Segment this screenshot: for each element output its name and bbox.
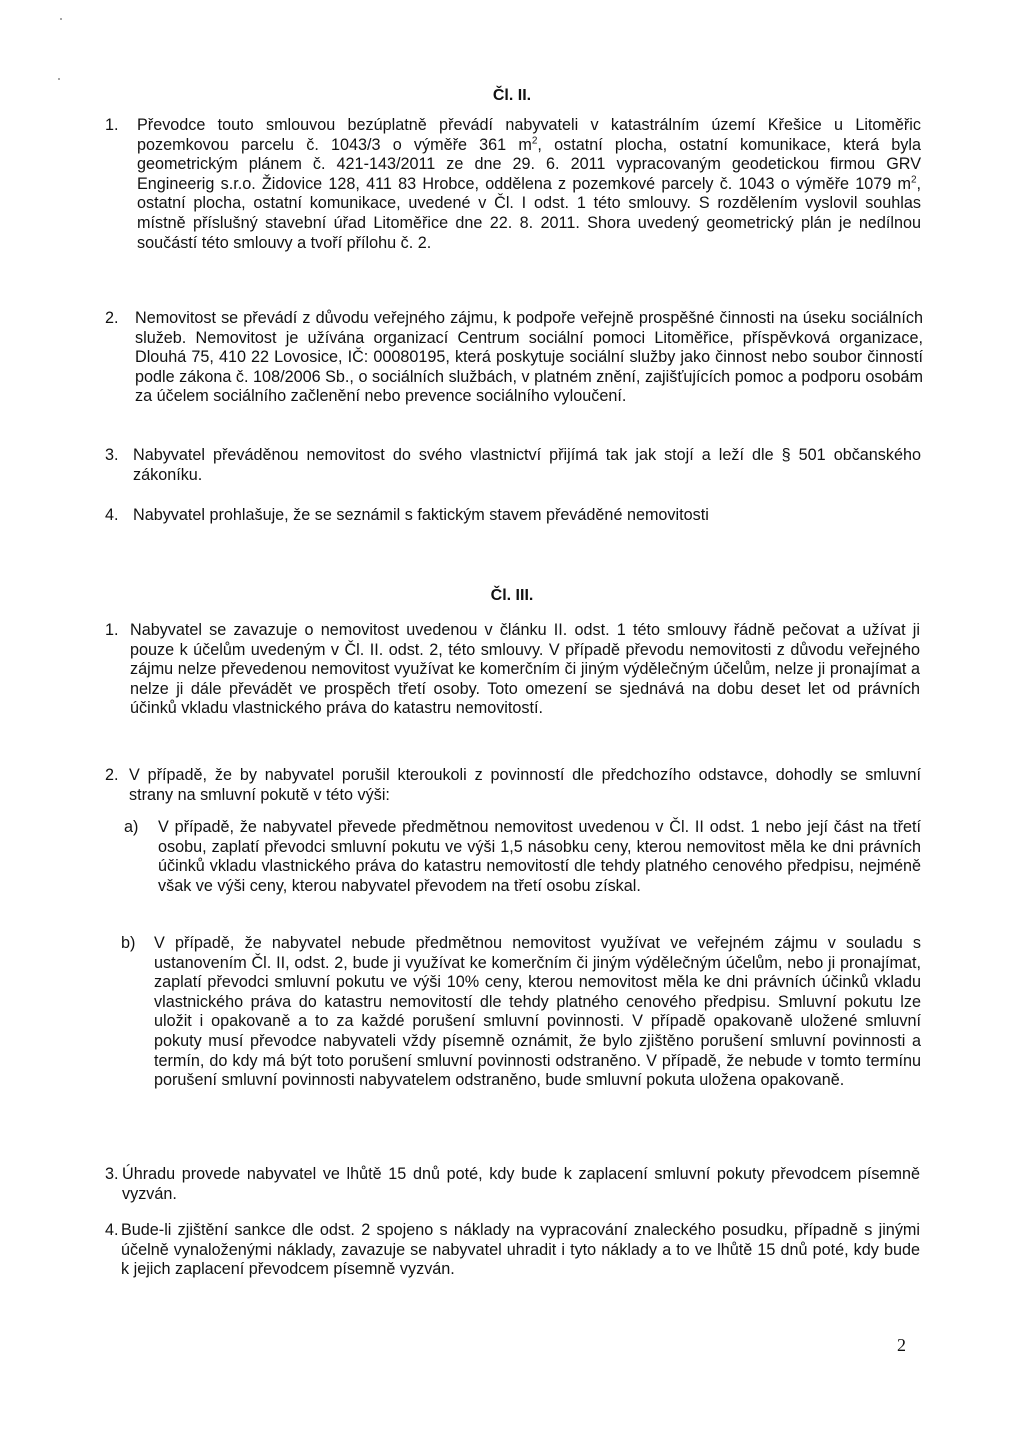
article-3-item-2-number: 2. [105,766,119,784]
area-unit-superscript: 2 [910,174,917,186]
article-3-item-2-subitem-a-letter: a) [124,818,139,836]
article-3-item-2-subitem-a-text: V případě, že nabyvatel převede předmětnou nemovitost uvedenou v Čl. II odst. 1 nebo její část na třetí osobu, zaplatí převodci smluvní pokutu ve výši 1,5 násobku ceny, kterou nemovitost měla ke dni právních účinků vkladu vlastnického práva do katastru nemovitostí dle tehdy platného cenového předpisu, nejméně však ve výši ceny, kterou nabyvatel převodem na třetí osobu získal. [158,818,921,895]
article-2-item-4-text: Nabyvatel prohlašuje, že se seznámil s faktickým stavem převáděné nemovitosti [133,506,709,524]
article-3-item-2-subitem-b-text: V případě, že nabyvatel nebude předmětnou nemovitost využívat ve veřejném zájmu v souladu s ustanovením Čl. II, odst. 2, bude ji využívat ke komerčním či jiným výdělečným účelům, nebo ji pronajímat, zaplatí převodci smluvní pokutu ve výši 10% ceny, kterou nemovitost měla ke dni právních účinků vkladu vlastnického práva do katastru nemovitostí dle tehdy platného cenového předpisu. Smluvní pokutu lze uložit i opakovaně a to za každé porušení smluvní povinnosti. V případě opakovaně uložené smluvní pokuty musí převodce nabyvateli vždy písemně oznámit, že bylo zjištěno porušení smluvní povinnosti a termín, do kdy má být toto porušení smluvní povinnosti odstraněno. V případě, že nebude v tomto termínu porušení smluvní povinnosti nabyvatelem odstraněno, bude smluvní pokuta uložena opakovaně. [154,934,921,1090]
article-3-item-1-number: 1. [105,621,119,639]
article-2-item-3-text: Nabyvatel převáděnou nemovitost do svého vlastnictví přijímá tak jak stojí a leží dle § 501 občanského zákoníku. [133,446,921,484]
scan-speck [58,78,60,80]
article-2-item-1-text-b: , ostatní plocha, ostatní komunikace, která byla geometrickým plánem č. 421-143/2011 ze dne 29. 6. 2011 vypracovaným geodetickou firmou GRV Engineerig s.r.o. Židovice 128, 411 83 Hrobce, oddělena z pozemkové parcely č. 1043 o výměře 1079 m [137,135,921,193]
article-2-item-1-text [137,116,921,253]
article-2-heading: Čl. II. [492,87,532,104]
article-3-item-4-number: 4. [105,1221,119,1239]
article-2-item-2-number: 2. [105,309,119,327]
article-2-item-1-number: 1. [105,116,119,134]
area-unit-superscript: 2 [531,135,538,147]
article-2-item-1-text-a: Převodce touto smlouvou bezúplatně převádí nabyvateli v katastrálním území Křešice u Litoměřic pozemkovou parcelu č. 1043/3 o výměře 361 m [137,116,921,154]
article-2-item-2-text: Nemovitost se převádí z důvodu veřejného zájmu, k podpoře veřejně prospěšné činnosti na úseku sociálních služeb. Nemovitost je užívána organizací Centrum sociální pomoci Litoměřice, příspěvková organizace, Dlouhá 75, 410 22 Lovosice, IČ: 00080195, která poskytuje sociální služby jako činnost nebo soubor činností podle zákona č. 108/2006 Sb., o sociálních službách, v platném znění, zajišťujících pomoc a podporu osobám za účelem sociálního začlenění nebo prevence sociálního vyloučení. [135,309,923,406]
article-3-item-2-subitem-b-letter: b) [121,934,136,952]
article-3-item-1-text: Nabyvatel se zavazuje o nemovitost uvedenou v článku II. odst. 1 této smlouvy řádně pečovat a užívat ji pouze k účelům uvedeným v Čl. II. odst. 2, této smlouvy. V případě převodu nemovitosti z důvodu veřejného zájmu nelze převedenou nemovitost využívat ke komerčním či jiným výdělečným účelům, nelze ji pronajímat a nelze ji dále převádět ve prospěch třetí osoby. Toto omezení se sjednává na dobu deset let od právních účinků vkladu vlastnického práva do katastru nemovitostí. [130,621,920,718]
scan-speck [60,18,62,20]
article-3-item-3-text: Úhradu provede nabyvatel ve lhůtě 15 dnů poté, kdy bude k zaplacení smluvní pokuty převodcem písemně vyzván. [122,1165,920,1203]
article-3-heading: Čl. III. [490,587,534,604]
article-2-item-1-text-c: , ostatní plocha, ostatní komunikace, uvedené v Čl. I odst. 1 této smlouvy. S rozdělením vyslovil souhlas místně příslušný stavební úřad Litoměřice dne 22. 8. 2011. Shora uvedený geometrický plán je nedílnou součástí této smlouvy a tvoří přílohu č. 2. [137,174,921,252]
page-number: 2 [897,1335,906,1355]
article-3-item-4-text: Bude-li zjištění sankce dle odst. 2 spojeno s náklady na vypracování znaleckého posudku, případně s jinými účelně vynaloženými náklady, zavazuje se nabyvatel uhradit i tyto náklady a to ve lhůtě 15 dnů poté, kdy bude k jejich zaplacení převodcem písemně vyzván. [121,1221,920,1279]
article-3-item-3-number: 3. [105,1165,119,1183]
article-2-item-4-number: 4. [105,506,119,524]
article-2-item-3-number: 3. [105,446,119,464]
article-3-item-2-text: V případě, že by nabyvatel porušil kteroukoli z povinností dle předchozího odstavce, dohodly se smluvní strany na smluvní pokutě v této výši: [129,766,921,804]
